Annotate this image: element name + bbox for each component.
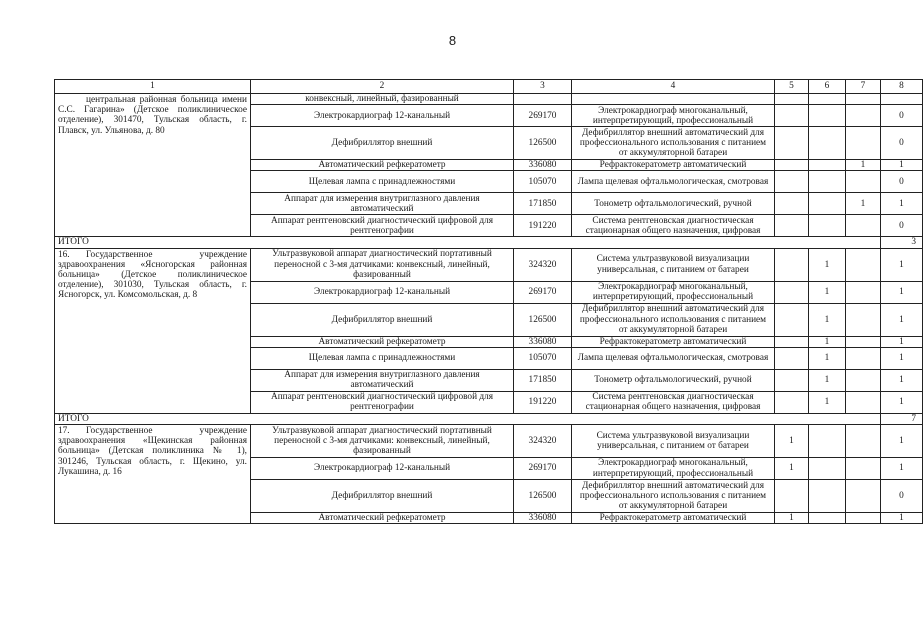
device-name-cell: Аппарат для измерения внутриглазного давления автоматический: [251, 369, 514, 391]
device-type-cell: [572, 94, 775, 105]
col8-cell: 0: [881, 127, 923, 160]
col7-cell: [846, 248, 881, 281]
device-type-cell: Рефрактокератометр автоматический: [572, 513, 775, 524]
device-type-cell: Лампа щелевая офтальмологическая, смотровая: [572, 171, 775, 193]
col7-cell: [846, 391, 881, 413]
col7-cell: [846, 281, 881, 303]
header-cell: 4: [572, 80, 775, 94]
header-cell: 1: [55, 80, 251, 94]
col5-cell: [775, 281, 809, 303]
device-type-cell: Электрокардиограф многоканальный, интерпретирующий, профессиональный: [572, 458, 775, 480]
device-type-cell: Рефрактокератометр автоматический: [572, 160, 775, 171]
col6-cell: 1: [809, 336, 846, 347]
col7-cell: [846, 458, 881, 480]
header-cell: 2: [251, 80, 514, 94]
device-type-cell: Система ультразвуковой визуализации универсальная, с питанием от батареи: [572, 425, 775, 458]
device-name-cell: Аппарат рентгеновский диагностический цифровой для рентгенографии: [251, 391, 514, 413]
col5-cell: [775, 160, 809, 171]
code-cell: 324320: [514, 248, 572, 281]
table-row: [55, 94, 923, 105]
code-cell: 191220: [514, 391, 572, 413]
code-cell: 126500: [514, 127, 572, 160]
col6-cell: [809, 425, 846, 458]
col8-cell: 1: [881, 193, 923, 215]
col5-cell: 1: [775, 513, 809, 524]
device-name-cell: Электрокардиограф 12-канальный: [251, 105, 514, 127]
code-cell: 269170: [514, 105, 572, 127]
device-name-cell: Ультразвуковой аппарат диагностический портативный переносной с 3-мя датчиками: конвексный, линейный, фазированный: [251, 425, 514, 458]
device-type-cell: Дефибриллятор внешний автоматический для профессионального использования с питанием от аккумуляторной батареи: [572, 480, 775, 513]
code-cell: [514, 94, 572, 105]
col8-cell: 0: [881, 215, 923, 237]
col7-cell: [846, 215, 881, 237]
device-name-cell: Автоматический рефкератометр: [251, 513, 514, 524]
col6-cell: [809, 513, 846, 524]
col6-cell: 1: [809, 303, 846, 336]
col8-cell: 0: [881, 105, 923, 127]
organization-name: Государственное учреждение здравоохранения «Щекинская районная больница» (Детская поликлиника № 1), 301246, Тульская область, г. Щекино, ул. Лукашина, д. 16: [58, 426, 247, 477]
col5-cell: [775, 193, 809, 215]
col8-cell: 1: [881, 347, 923, 369]
col6-cell: [809, 193, 846, 215]
code-cell: 171850: [514, 369, 572, 391]
code-cell: 336080: [514, 160, 572, 171]
col6-cell: [809, 171, 846, 193]
device-name-cell: конвексный, линейный, фазированный: [251, 94, 514, 105]
total-label: ИТОГО: [55, 237, 881, 248]
col5-cell: [775, 215, 809, 237]
organization-name: центральная районная больница имени С.С. Гагарина» (Детское поликлиническое отделение), 301470, Тульская область, г. Плавск, ул. Ульянова, д. 80: [58, 95, 247, 136]
total-row: [55, 237, 923, 248]
col5-cell: [775, 347, 809, 369]
col8-cell: 0: [881, 171, 923, 193]
device-type-cell: Дефибриллятор внешний автоматический для профессионального использования с питанием от аккумуляторной батареи: [572, 127, 775, 160]
total-value: 7: [881, 413, 923, 424]
code-cell: 269170: [514, 281, 572, 303]
code-cell: 191220: [514, 215, 572, 237]
col6-cell: 1: [809, 347, 846, 369]
col8-cell: 1: [881, 303, 923, 336]
col7-cell: [846, 171, 881, 193]
device-name-cell: Электрокардиограф 12-канальный: [251, 281, 514, 303]
organization-name: Государственное учреждение здравоохранения «Ясногорская районная больница» (Детское поликлиническое отделение), 301030, Тульская область, г. Ясногорск, ул. Комсомольская, д. 8: [58, 249, 247, 301]
page-number: 8: [448, 33, 457, 48]
col8-cell: 1: [881, 248, 923, 281]
organization-number: 16.: [58, 249, 70, 260]
device-type-cell: Система рентгеновская диагностическая стационарная общего назначения, цифровая: [572, 215, 775, 237]
col7-cell: [846, 480, 881, 513]
code-cell: 105070: [514, 347, 572, 369]
code-cell: 336080: [514, 513, 572, 524]
organization-cell: [55, 248, 251, 413]
header-cell: 5: [775, 80, 809, 94]
col5-cell: [775, 480, 809, 513]
device-type-cell: Тонометр офтальмологический, ручной: [572, 193, 775, 215]
header-cell: 3: [514, 80, 572, 94]
header-cell: 8: [881, 80, 923, 94]
device-name-cell: Электрокардиограф 12-канальный: [251, 458, 514, 480]
col6-cell: [809, 105, 846, 127]
col5-cell: [775, 303, 809, 336]
col6-cell: [809, 127, 846, 160]
col7-cell: 1: [846, 160, 881, 171]
device-name-cell: Аппарат для измерения внутриглазного давления автоматический: [251, 193, 514, 215]
col6-cell: [809, 458, 846, 480]
code-cell: 269170: [514, 458, 572, 480]
col7-cell: [846, 94, 881, 105]
col7-cell: 1: [846, 193, 881, 215]
device-type-cell: Дефибриллятор внешний автоматический для профессионального использования с питанием от аккумуляторной батареи: [572, 303, 775, 336]
organization-cell: [55, 425, 251, 524]
device-name-cell: Автоматический рефкератометр: [251, 160, 514, 171]
device-name-cell: Автоматический рефкератометр: [251, 336, 514, 347]
code-cell: 126500: [514, 480, 572, 513]
device-type-cell: Система рентгеновская диагностическая стационарная общего назначения, цифровая: [572, 391, 775, 413]
device-name-cell: Щелевая лампа с принадлежностями: [251, 347, 514, 369]
table-row: [55, 425, 923, 458]
col8-cell: 1: [881, 281, 923, 303]
col5-cell: [775, 127, 809, 160]
col5-cell: 1: [775, 458, 809, 480]
col6-cell: 1: [809, 391, 846, 413]
col7-cell: [846, 303, 881, 336]
col8-cell: [881, 94, 923, 105]
col8-cell: 1: [881, 369, 923, 391]
header-cell: 7: [846, 80, 881, 94]
header-row: [55, 80, 923, 94]
device-type-cell: Тонометр офтальмологический, ручной: [572, 369, 775, 391]
code-cell: 105070: [514, 171, 572, 193]
col7-cell: [846, 336, 881, 347]
total-row: [55, 413, 923, 424]
col5-cell: [775, 369, 809, 391]
col5-cell: [775, 391, 809, 413]
device-type-cell: Рефрактокератометр автоматический: [572, 336, 775, 347]
col5-cell: [775, 105, 809, 127]
col7-cell: [846, 105, 881, 127]
col5-cell: [775, 171, 809, 193]
col6-cell: [809, 215, 846, 237]
col5-cell: [775, 94, 809, 105]
header-cell: 6: [809, 80, 846, 94]
col5-cell: [775, 248, 809, 281]
col6-cell: 1: [809, 248, 846, 281]
col8-cell: 1: [881, 336, 923, 347]
col5-cell: [775, 336, 809, 347]
col8-cell: 0: [881, 480, 923, 513]
device-name-cell: Дефибриллятор внешний: [251, 303, 514, 336]
code-cell: 126500: [514, 303, 572, 336]
device-type-cell: Электрокардиограф многоканальный, интерпретирующий, профессиональный: [572, 281, 775, 303]
device-name-cell: Дефибриллятор внешний: [251, 127, 514, 160]
col8-cell: 1: [881, 391, 923, 413]
col6-cell: [809, 160, 846, 171]
organization-cell: [55, 94, 251, 237]
col8-cell: 1: [881, 425, 923, 458]
col8-cell: 1: [881, 160, 923, 171]
col5-cell: 1: [775, 425, 809, 458]
col8-cell: 1: [881, 513, 923, 524]
device-type-cell: Лампа щелевая офтальмологическая, смотровая: [572, 347, 775, 369]
total-label: ИТОГО: [55, 413, 881, 424]
code-cell: 336080: [514, 336, 572, 347]
col8-cell: 1: [881, 458, 923, 480]
table-row: [55, 248, 923, 281]
code-cell: 324320: [514, 425, 572, 458]
col7-cell: [846, 513, 881, 524]
col6-cell: [809, 94, 846, 105]
device-name-cell: Ультразвуковой аппарат диагностический портативный переносной с 3-мя датчиками: конвексный, линейный, фазированный: [251, 248, 514, 281]
col7-cell: [846, 347, 881, 369]
col6-cell: 1: [809, 369, 846, 391]
total-value: 3: [881, 237, 923, 248]
device-type-cell: Электрокардиограф многоканальный, интерпретирующий, профессиональный: [572, 105, 775, 127]
col7-cell: [846, 127, 881, 160]
col7-cell: [846, 425, 881, 458]
device-type-cell: Система ультразвуковой визуализации универсальная, с питанием от батареи: [572, 248, 775, 281]
code-cell: 171850: [514, 193, 572, 215]
equipment-table: [54, 79, 923, 524]
device-name-cell: Аппарат рентгеновский диагностический цифровой для рентгенографии: [251, 215, 514, 237]
device-name-cell: Щелевая лампа с принадлежностями: [251, 171, 514, 193]
col7-cell: [846, 369, 881, 391]
device-name-cell: Дефибриллятор внешний: [251, 480, 514, 513]
col6-cell: 1: [809, 281, 846, 303]
organization-number: 17.: [58, 426, 70, 437]
col6-cell: [809, 480, 846, 513]
